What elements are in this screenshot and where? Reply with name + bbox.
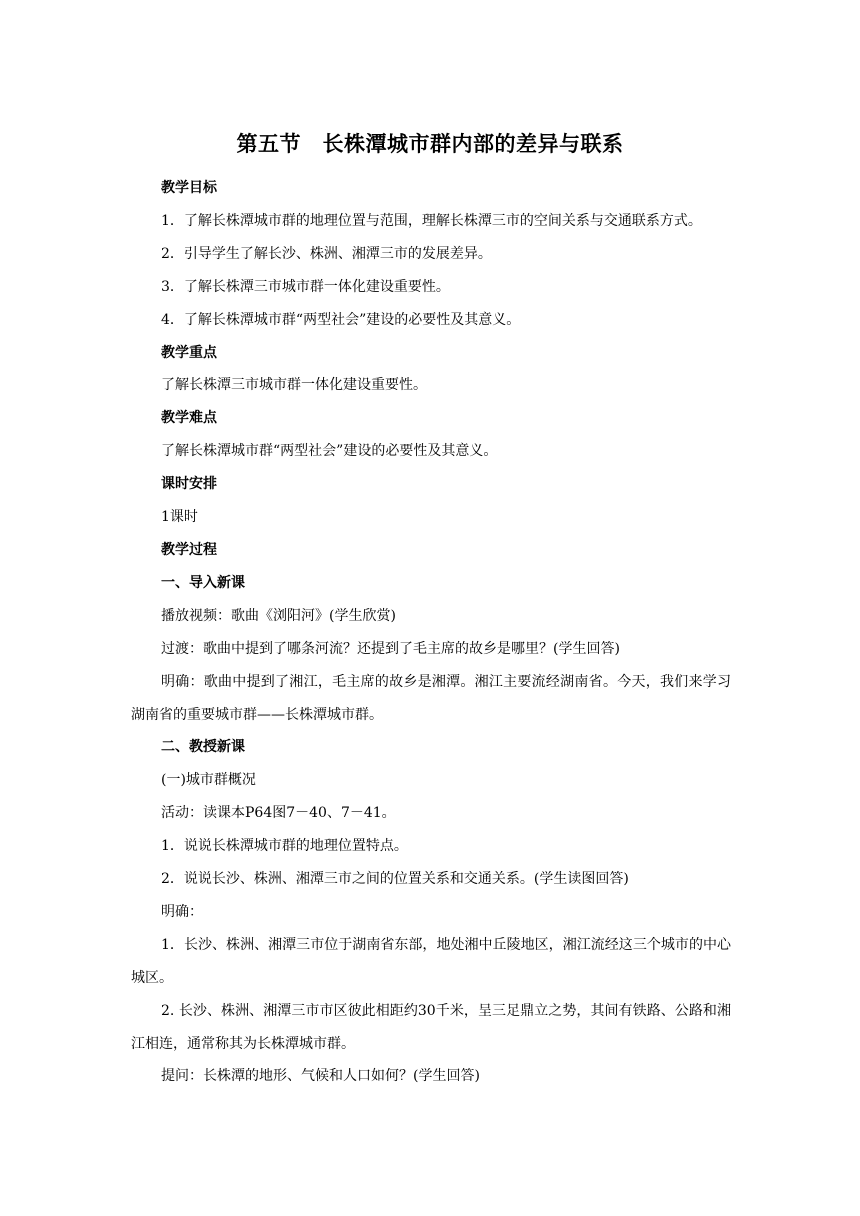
part2-line: 2．说说长沙、株洲、湘潭三市之间的位置关系和交通关系。(学生读图回答) xyxy=(161,871,629,888)
schedule-text: 1课时 xyxy=(161,509,198,526)
key-points-heading: 教学重点 xyxy=(161,344,217,361)
objective-item: 2．引导学生了解长沙、株洲、湘潭三市的发展差异。 xyxy=(161,245,492,262)
part1-line: 明确：歌曲中提到了湘江，毛主席的故乡是湘潭。湘江主要流经湖南省。今天，我们来学习湖南省的重要城市群——长株潭城市群。 xyxy=(131,673,731,723)
objective-item: 4．了解长株潭城市群“两型社会”建设的必要性及其意义。 xyxy=(161,311,521,328)
part2-line: (一)城市群概况 xyxy=(161,772,256,789)
part2-line: 活动：读课本P64图7－40、7－41。 xyxy=(161,805,396,822)
process-heading: 教学过程 xyxy=(161,541,217,558)
difficulties-heading: 教学难点 xyxy=(161,410,217,427)
part2-line: 提问：长株潭的地形、气候和人口如何？(学生回答) xyxy=(161,1068,480,1085)
objective-item: 1．了解长株潭城市群的地理位置与范围，理解长株潭三市的空间关系与交通联系方式。 xyxy=(161,212,702,229)
schedule-heading: 课时安排 xyxy=(161,476,217,493)
part1-line: 播放视频：歌曲《浏阳河》(学生欣赏) xyxy=(161,607,396,624)
part1-line: 过渡：歌曲中提到了哪条河流？还提到了毛主席的故乡是哪里？(学生回答) xyxy=(161,640,620,657)
part2-line: 1．长沙、株洲、湘潭三市位于湖南省东部，地处湘中丘陵地区，湘江流经这三个城市的中心城区。 xyxy=(131,936,731,986)
objective-item: 3．了解长株潭三市城市群一体化建设重要性。 xyxy=(161,278,450,295)
part2-line: 2. 长沙、株洲、湘潭三市市区彼此相距约30千米，呈三足鼎立之势，其间有铁路、公路和湘江相连，通常称其为长株潭城市群。 xyxy=(131,1002,731,1052)
part1-heading: 一、导入新课 xyxy=(161,574,245,591)
part2-heading: 二、教授新课 xyxy=(161,739,245,756)
part2-line: 1．说说长株潭城市群的地理位置特点。 xyxy=(161,838,408,855)
key-points-text: 了解长株潭三市城市群一体化建设重要性。 xyxy=(161,377,427,394)
objectives-heading: 教学目标 xyxy=(161,180,217,196)
page-title: 第五节 长株潭城市群内部的差异与联系 xyxy=(236,132,624,156)
difficulties-text: 了解长株潭城市群“两型社会”建设的必要性及其意义。 xyxy=(161,443,498,460)
document-body xyxy=(131,172,731,1093)
part2-line: 明确： xyxy=(161,903,203,920)
